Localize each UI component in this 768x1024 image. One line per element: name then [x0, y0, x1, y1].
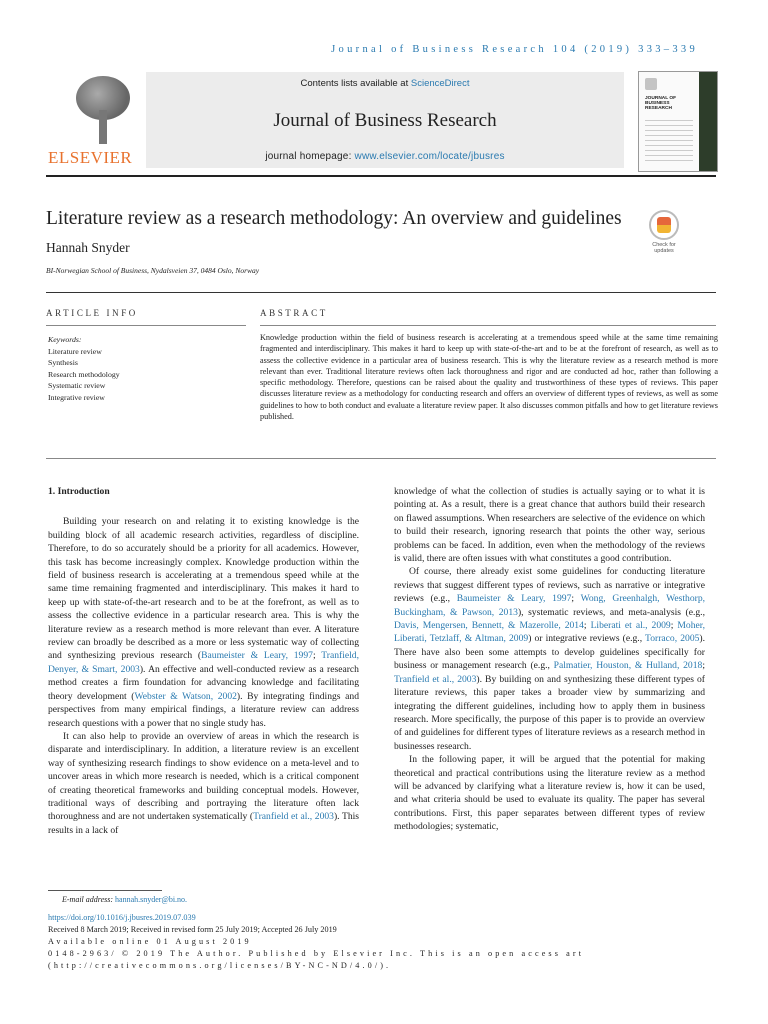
contents-line [146, 78, 624, 89]
body-paragraph: It can also help to provide an overview of areas in which the research is disparate and interdisciplinary. In addition, a literature review is an excellent way of synthesizing research findings to show evidence on a meta-level and to uncover areas in which more research is needed, which is a critical component of creating theoretical frameworks and building conceptual models. However, traditional ways of describing and portraying the literature often lack thoroughness and are not undertaken systematically (Tranfield et al., 2003). This results in a lack of [48, 730, 360, 836]
citation-link[interactable]: Tranfield et al., 2003 [253, 811, 334, 823]
citation-link[interactable]: Tranfield et al., 2003 [394, 673, 477, 685]
running-head[interactable]: Journal of Business Research 104 (2019) 333–339 [331, 44, 698, 55]
doi-link[interactable]: https://doi.org/10.1016/j.jbusres.2019.07.039 [48, 913, 196, 922]
body-paragraph: In the following paper, it will be argued that the potential for making theoretical and practical contributions using the literature review as a method will be advanced by clarifying what a literature review is, how it can be used, and what criteria should be used to evaluate its quality. The paper has several contributions. First, this paper separates between different types of review methodologies; systematic, [394, 754, 705, 833]
available-online: Available online 01 August 2019 [48, 937, 252, 946]
homepage-label: journal homepage: [265, 151, 355, 162]
check-for-updates-badge[interactable] [644, 210, 684, 256]
section-heading: 1. Introduction [48, 486, 110, 497]
body-column-left [48, 485, 359, 837]
citation-link[interactable]: Liberati et al., 2009 [590, 620, 671, 632]
citation-link[interactable]: Palmatier, Houston, & Hulland, 2018 [553, 660, 703, 672]
citation-link[interactable]: Moher, Liberati, Tetzlaff, & Altman, 2009 [394, 620, 705, 645]
received-dates: Received 8 March 2019; Received in revised form 25 July 2019; Accepted 26 July 2019 [48, 925, 337, 934]
masthead-rule [46, 175, 716, 177]
email-link[interactable]: hannah.snyder@bi.no. [115, 895, 188, 904]
footnote-rule [48, 890, 162, 891]
citation-link[interactable]: Tranfield, Denyer, & Smart, 2003 [48, 650, 359, 675]
tree-emblem-icon [60, 74, 116, 144]
sciencedirect-link[interactable]: ScienceDirect [410, 78, 470, 89]
copyright-line: 0148-2963/ © 2019 The Author. Published by Elsevier Inc. This is an open access art [48, 949, 585, 958]
abstract-text: Knowledge production within the field of business research is accelerating at a tremendous speed while at the same time remaining fragmented and interdisciplinary. This makes it hard to keep up with state-of-the-art and to be at the forefront of research, as well as to assess the collective evidence in a particular area of business research. This is why the literature review as a research method is more relevant than ever. Traditional literature reviews often lack thoroughness and rigor and are conducted ad hoc, rather than following a specific methodology. Therefore, questions can be raised about the quality and trustworthiness of these types of reviews. This paper discusses literature review as a methodology for conducting research and offers an overview of different types of reviews, as well as some guidelines to how to both conduct and evaluate a literature review paper. It also discusses common pitfalls and how to get literature reviews published. [260, 333, 718, 422]
abstract-rule [260, 325, 716, 326]
license-line[interactable]: (http://creativecommons.org/licenses/BY-NC-ND/4.0/). [48, 961, 392, 970]
article-info-heading: ARTICLE INFO [46, 308, 138, 318]
author-affiliation: BI-Norwegian School of Business, Nydalsveien 37, 0484 Oslo, Norway [46, 266, 260, 275]
citation-link[interactable]: Torraco, 2005 [645, 633, 700, 645]
body-paragraph: Building your research on and relating it to existing knowledge is the building block of all academic research activities, regardless of discipline. Therefore, to do so accurately should be a priority for all academics. However, this task has become increasingly complex. Knowledge production within the field of business research is accelerating at a tremendous speed while at the same time remaining fragmented and interdisciplinary. This makes it hard to keep up with state-of-the-art research and to be at the forefront, as well as to assess the collective evidence in a particular research area. This is why the literature review as a research method is more relevant than ever. A literature review can broadly be described as a more or less systematic way of collecting and synthesizing previous research (Baumeister & Leary, 1997; Tranfield, Denyer, & Smart, 2003). An effective and well-conducted review as a research method creates a firm foundation for advancing knowledge and facilitating theory development (Webster & Watson, 2002). By integrating findings and perspectives from many empirical findings, a literature review can address research questions with a power that no single study has. [48, 516, 359, 729]
body-paragraph: Of course, there already exist some guidelines for conducting literature reviews that suggest different types of reviews, such as narrative or integrative reviews (e.g., Baumeister & Leary, 1997; Wong, Greenhalgh, Westhorp, Buckingham, & Pawson, 2013), systematic reviews, and meta-analysis (e.g., Davis, Mengersen, Bennett, & Mazerolle, 2014; Liberati et al., 2009; Moher, Liberati, Tetzlaff, & Altman, 2009) or integrative reviews (e.g., Torraco, 2005). There have also been some attempts to develop guidelines specifically for business or management research (e.g., Palmatier, Houston, & Hulland, 2018; Tranfield et al., 2003). By building on and synthesizing these different types of literature reviews, this paper takes a broader view by summarizing and integrating the different guidelines, including how to apply them in business research. More specifically, the purpose of this paper is to provide an overview of and guidelines for different types of literature reviews as a research method in businesses research. [394, 566, 706, 752]
citation-link[interactable]: Davis, Mengersen, Bennett, & Mazerolle, 2014 [394, 620, 584, 632]
citation-link[interactable]: Wong, Greenhalgh, Westhorp, Buckingham, & Pawson, 2013 [394, 593, 706, 618]
elsevier-logo[interactable] [46, 74, 133, 167]
cover-logo-icon [645, 78, 657, 90]
cover-image-strip [699, 72, 717, 171]
author-name[interactable]: Hannah Snyder [46, 240, 130, 255]
keyword-item: Literature review [48, 346, 102, 356]
footnote-email [62, 895, 187, 904]
keyword-item: Research methodology [48, 369, 120, 379]
keyword-item: Integrative review [48, 392, 105, 402]
title-rule [46, 292, 716, 293]
citation-link[interactable]: Baumeister & Leary, 1997 [201, 650, 313, 662]
homepage-line [146, 151, 624, 162]
abstract-heading: ABSTRACT [260, 308, 328, 318]
abstract-bottom-rule [46, 458, 716, 459]
article-info-rule [46, 325, 246, 326]
email-label: E-mail address: [62, 895, 114, 904]
article-title: Literature review as a research methodology: An overview and guidelines [46, 208, 622, 229]
badge-label: Check for updates [652, 242, 676, 254]
journal-cover-thumbnail[interactable] [638, 71, 718, 172]
keyword-item: Synthesis [48, 358, 78, 367]
keywords-label: Keywords: [48, 335, 82, 344]
keywords-block [48, 334, 120, 403]
keyword-item: Systematic review [48, 381, 106, 390]
cover-text-lines [645, 120, 693, 164]
bookmark-icon [649, 210, 679, 240]
body-column-right [394, 485, 705, 834]
contents-prefix: Contents lists available at [300, 78, 411, 89]
body-paragraph: knowledge of what the collection of studies is actually saying or to what it is pointing at. As a result, there is a great chance that authors build their research on flawed assumptions. When researchers are selective of the evidence on which to build their research, ignoring research that points the other way, serious problems can be faced. In addition, even when the methodology of the reviews is valid, there are often issues with what constitutes a good contribution. [394, 486, 705, 565]
cover-title: JOURNAL OF BUSINESS RESEARCH [645, 96, 677, 111]
homepage-link[interactable]: www.elsevier.com/locate/jbusres [354, 151, 505, 162]
journal-title: Journal of Business Research [273, 110, 497, 131]
citation-link[interactable]: Baumeister & Leary, 1997 [456, 593, 572, 605]
citation-link[interactable]: Webster & Watson, 2002 [134, 690, 237, 702]
publisher-wordmark: ELSEVIER [48, 148, 133, 167]
